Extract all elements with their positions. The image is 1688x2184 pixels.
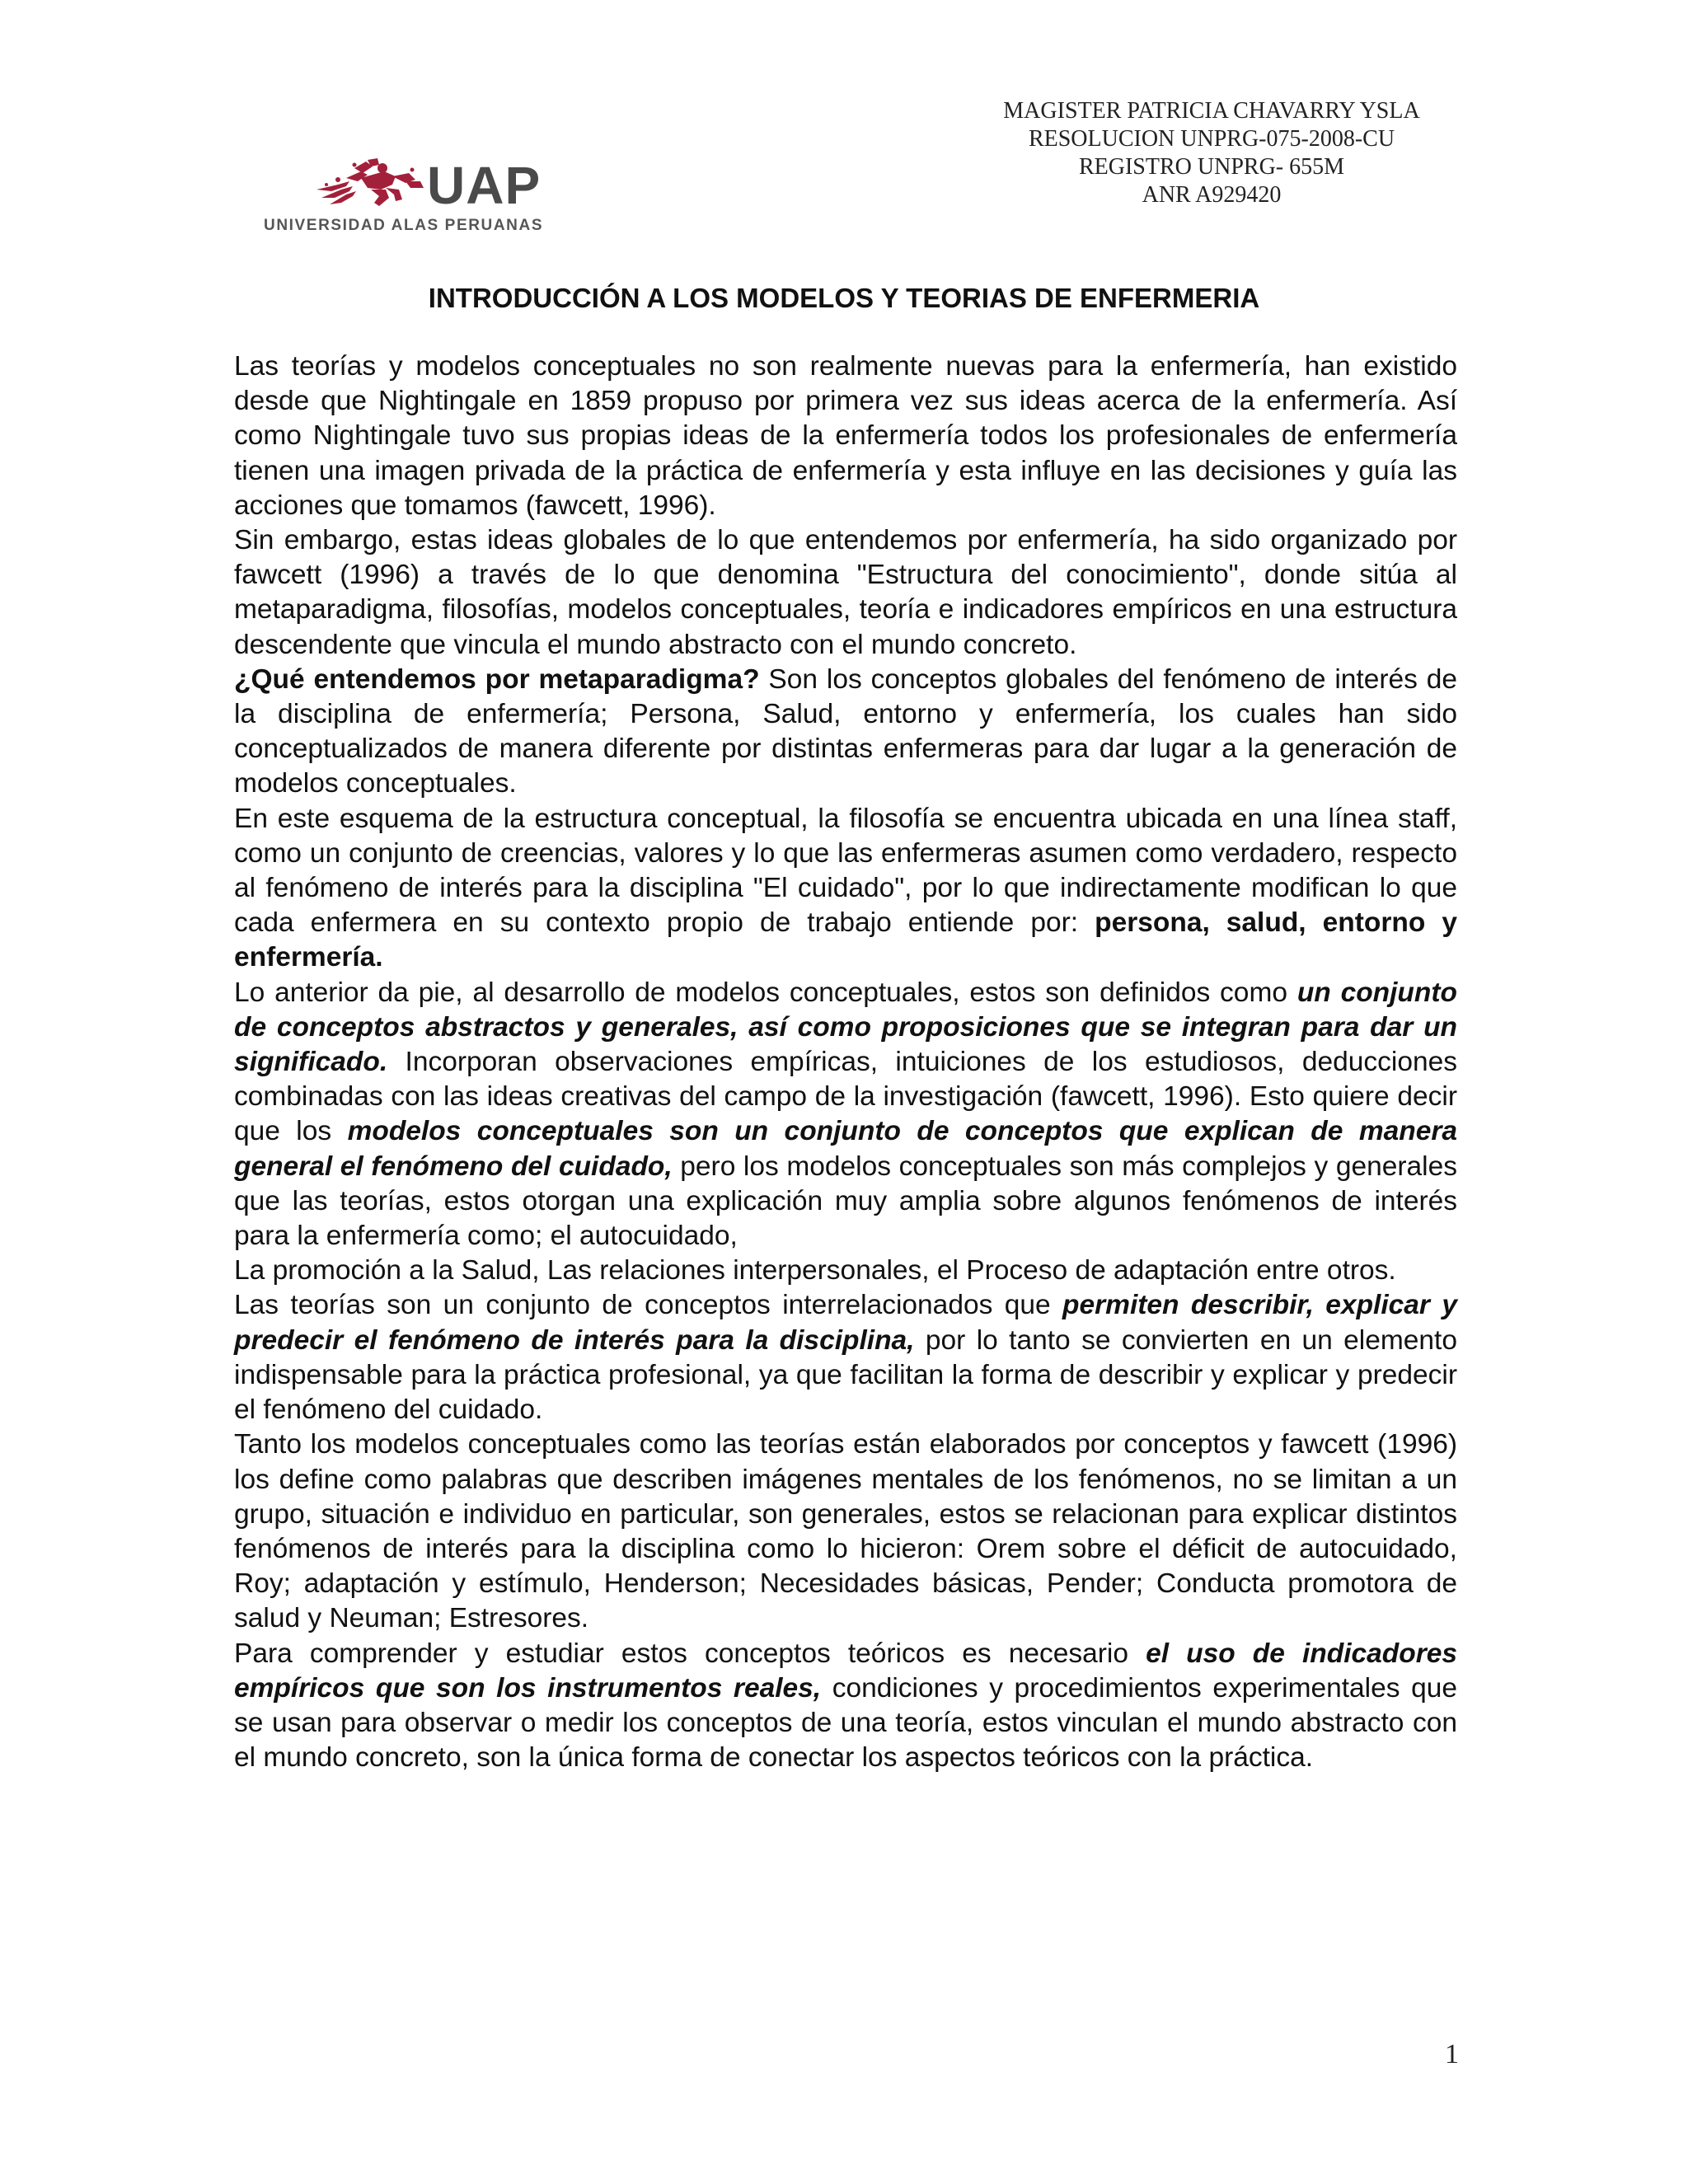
- paragraph-5-text-a: Lo anterior da pie, al desarrollo de modelos conceptuales, estos son definidos como: [234, 977, 1297, 1008]
- paragraph-4-emphasis: persona, salud, entorno y enfermería.: [234, 907, 1457, 973]
- paragraph-7-emphasis: permiten describir, explicar y predecir el fenómeno de interés para la disciplina,: [234, 1290, 1457, 1356]
- paragraph-7-text-a: Las teorías son un conjunto de conceptos interrelacionados que: [234, 1290, 1063, 1321]
- uap-emblem-icon: [313, 157, 429, 216]
- paragraph-7-text-b: por lo tanto se convierten en un elemento indispensable para la práctica profesional, ya que facilitan la forma de describir y explicar y predecir el fenómeno del cuidado.: [234, 1324, 1457, 1426]
- logo-subtitle: UNIVERSIDAD ALAS PERUANAS: [264, 217, 544, 234]
- paragraph-7: [234, 1288, 1457, 1427]
- paragraph-9-emphasis: el uso de indicadores empíricos que son los instrumentos reales,: [234, 1638, 1457, 1704]
- paragraph-4: [234, 802, 1457, 976]
- paragraph-5: [234, 976, 1457, 1254]
- paragraph-5-text-b: Incorporan observaciones empíricas, intuiciones de los estudiosos, deducciones combinadas con las ideas creativas del campo de la investigación (fawcett, 1996). Esto quiere decir que los: [234, 1047, 1457, 1147]
- header-line-registry: REGISTRO UNPRG- 655M: [1078, 154, 1345, 180]
- paragraph-5-text-c: pero los modelos conceptuales son más complejos y generales que las teorías, estos otorgan una explicación muy amplia sobre algunos fenómenos de interés para la enfermería como; el autocuidado,: [234, 1151, 1457, 1252]
- paragraph-3: [234, 663, 1457, 802]
- page-number: 1: [1445, 2039, 1459, 2069]
- header-line-author: MAGISTER PATRICIA CHAVARRY YSLA: [1003, 98, 1420, 124]
- document-body: [234, 349, 1457, 1775]
- paragraph-9-text-a: Para comprender y estudiar estos conceptos teóricos es necesario: [234, 1638, 1146, 1669]
- logo-wordmark: UAP: [427, 156, 542, 215]
- metaparadigm-question: ¿Qué entendemos por metaparadigma?: [234, 663, 760, 695]
- document-title: INTRODUCCIÓN A LOS MODELOS Y TEORIAS DE ENFERMERIA: [428, 283, 1260, 313]
- paragraph-2: Sin embargo, estas ideas globales de lo que entendemos por enfermería, ha sido organizado por fawcett (1996) a través de lo que denomina "Estructura del conocimiento", donde sitúa al metaparadigma, filosofías, modelos conceptuales, teoría e indicadores empíricos en una estructura descendente que vincula el mundo abstracto con el mundo concreto.: [234, 525, 1457, 660]
- paragraph-6: La promoción a la Salud, Las relaciones interpersonales, el Proceso de adaptación entre otros.: [234, 1255, 1396, 1286]
- uap-logo: [262, 157, 575, 239]
- paragraph-9: [234, 1637, 1457, 1776]
- header-line-resolution: RESOLUCION UNPRG-075-2008-CU: [1028, 126, 1395, 152]
- paragraph-5-emphasis-1: un conjunto de conceptos abstractos y generales, así como proposiciones que se integran para dar un significado.: [234, 977, 1457, 1078]
- paragraph-8: Tanto los modelos conceptuales como las teorías están elaborados por conceptos y fawcett (1996) los define como palabras que describen imágenes mentales de los fenómenos, no se limitan a un grupo, situación e individuo en particular, son generales, estos se relacionan para explicar distintos fenómenos de interés para la disciplina como lo hicieron: Orem sobre el déficit de autocuidado, Roy; adaptación y estímulo, Henderson; Necesidades básicas, Pender; Conducta promotora de salud y Neuman; Estresores.: [234, 1429, 1457, 1634]
- author-header: [948, 97, 1475, 209]
- header-line-anr: ANR A929420: [1142, 182, 1282, 208]
- paragraph-4-text: En este esquema de la estructura conceptual, la filosofía se encuentra ubicada en una línea staff, como un conjunto de creencias, valores y lo que las enfermeras asumen como verdadero, respecto al fenómeno de interés para la disciplina "El cuidado", por lo que indirectamente modifican lo que cada enfermera en su contexto propio de trabajo entiende por:: [234, 803, 1457, 939]
- paragraph-3-text: Son los conceptos globales del fenómeno de interés de la disciplina de enfermería; Persona, Salud, entorno y enfermería, los cuales han sido conceptualizados de manera diferente por distintas enfermeras para dar lugar a la generación de modelos conceptuales.: [234, 663, 1457, 799]
- paragraph-9-text-b: condiciones y procedimientos experimentales que se usan para observar o medir los conceptos de una teoría, estos vinculan el mundo abstracto con el mundo concreto, son la única forma de conectar los aspectos teóricos con la práctica.: [234, 1672, 1457, 1774]
- paragraph-5-emphasis-2: modelos conceptuales son un conjunto de conceptos que explican de manera general el fenómeno del cuidado,: [234, 1116, 1457, 1182]
- paragraph-1: Las teorías y modelos conceptuales no son realmente nuevas para la enfermería, han existido desde que Nightingale en 1859 propuso por primera vez sus ideas acerca de la enfermería. Así como Nightingale tuvo sus propias ideas de la enfermería todos los profesionales de enfermería tienen una imagen privada de la práctica de enfermería y esta influye en las decisiones y guía las acciones que tomamos (fawcett, 1996).: [234, 351, 1457, 521]
